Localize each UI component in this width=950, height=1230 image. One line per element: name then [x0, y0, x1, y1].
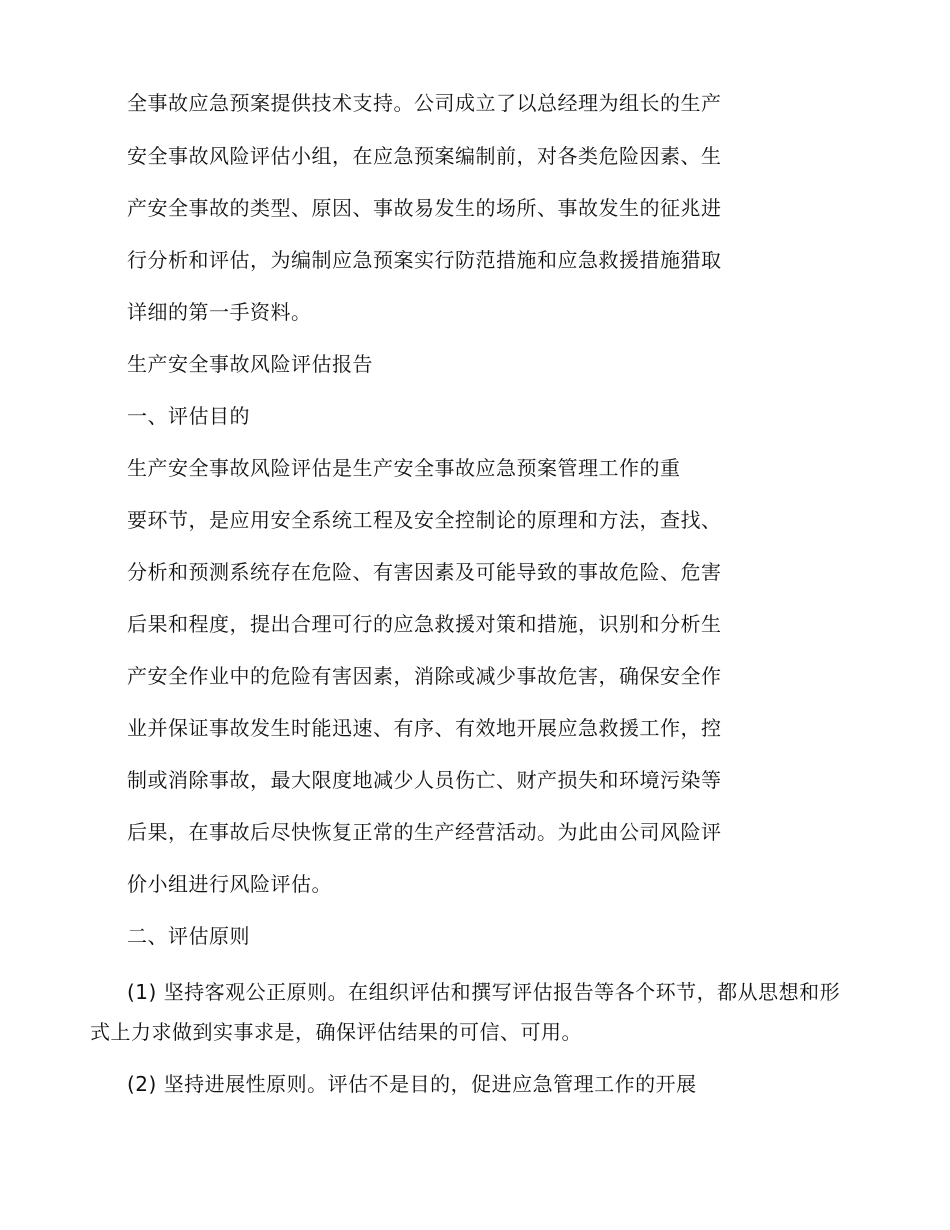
principle-item-continued: 式上力求做到实事求是，确保评估结果的可信、可用。	[90, 1020, 582, 1044]
principle-item: (2) 坚持进展性原则。评估不是目的，促进应急管理工作的开展	[127, 1072, 697, 1096]
body-line: 行分析和评估，为编制应急预案实行防范措施和应急救援措施猎取	[127, 248, 722, 272]
body-line: 产安全作业中的危险有害因素，消除或减少事故危害，确保安全作	[127, 664, 722, 688]
body-line: 产安全事故的类型、原因、事故易发生的场所、事故发生的征兆进	[127, 196, 722, 220]
body-line: 制或消除事故，最大限度地减少人员伤亡、财产损失和环境污染等	[127, 768, 722, 792]
principle-item: (1) 坚持客观公正原则。在组织评估和撰写评估报告等各个环节，都从思想和形	[127, 980, 841, 1004]
body-line: 生产安全事故风险评估是生产安全事故应急预案管理工作的重	[127, 456, 681, 480]
body-line: 要环节，是应用安全系统工程及安全控制论的原理和方法，查找、	[127, 508, 722, 532]
body-line: 业并保证事故发生时能迅速、有序、有效地开展应急救援工作，控	[127, 716, 722, 740]
section-title: 生产安全事故风险评估报告	[127, 352, 373, 376]
body-line: 价小组进行风险评估。	[127, 872, 332, 896]
body-line: 分析和预测系统存在危险、有害因素及可能导致的事故危险、危害	[127, 560, 722, 584]
body-line: 后果和程度，提出合理可行的应急救援对策和措施，识别和分析生	[127, 612, 722, 636]
section-heading: 二、评估原则	[127, 924, 250, 948]
body-line: 详细的第一手资料。	[127, 300, 312, 324]
body-line: 全事故应急预案提供技术支持。公司成立了以总经理为组长的生产	[127, 91, 722, 115]
section-heading: 一、评估目的	[127, 404, 250, 428]
body-line: 后果，在事故后尽快恢复正常的生产经营活动。为此由公司风险评	[127, 820, 722, 844]
body-line: 安全事故风险评估小组，在应急预案编制前，对各类危险因素、生	[127, 144, 722, 168]
